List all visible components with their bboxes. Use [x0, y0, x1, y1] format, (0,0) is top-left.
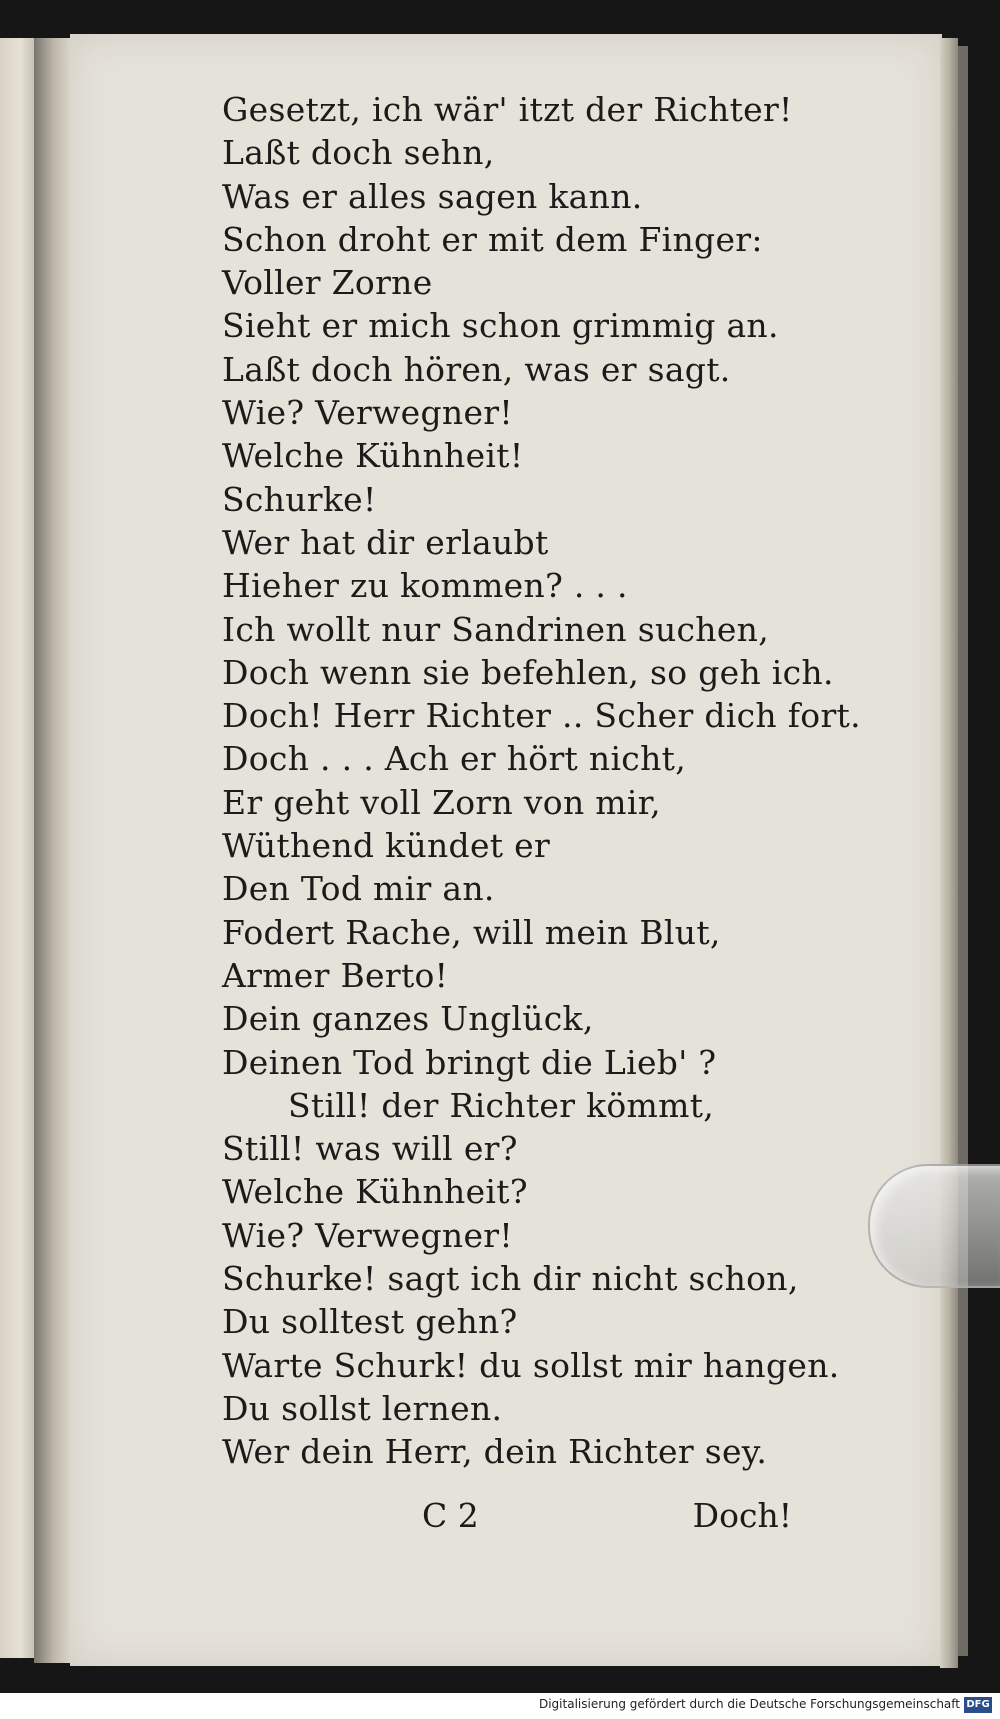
- text-line: Ich wollt nur Sandrinen suchen,: [222, 609, 770, 649]
- text-line: Wüthend kündet er: [222, 826, 551, 866]
- text-line: Was er alles sagen kann.: [222, 176, 643, 216]
- text-line: Gesetzt, ich wär' itzt der Richter!: [222, 90, 793, 129]
- text-line: Fodert Rache, will mein Blut,: [222, 912, 721, 952]
- text-line: Er geht voll Zorn von mir,: [222, 782, 661, 822]
- text-line: Armer Berto!: [222, 955, 449, 995]
- text-line: Dein ganzes Unglück,: [222, 999, 594, 1039]
- text-line: Welche Kühnheit!: [222, 436, 524, 476]
- page-footer: [222, 1496, 792, 1544]
- text-line: Doch . . . Ach er hört nicht,: [222, 739, 686, 779]
- text-line: Wer hat dir erlaubt: [222, 522, 549, 562]
- page-edge: [940, 38, 958, 1668]
- text-line: Still! was will er?: [222, 1129, 518, 1169]
- text-line: Hieher zu kommen? . . .: [222, 566, 628, 606]
- text-line: Laßt doch sehn,: [222, 133, 495, 173]
- text-line: Wer dein Herr, dein Richter sey.: [222, 1432, 768, 1472]
- credit-text: Digitalisierung gefördert durch die Deutsche Forschungsgemeinschaft: [538, 1697, 960, 1711]
- page-edge-outer: [958, 46, 968, 1656]
- page-text: [222, 88, 872, 1474]
- text-line: Sieht er mich schon grimmig an.: [222, 306, 779, 346]
- text-line: Welche Kühnheit?: [222, 1172, 528, 1212]
- text-line: Du sollst lernen.: [222, 1388, 503, 1428]
- text-line: Den Tod mir an.: [222, 869, 495, 909]
- text-line: Doch wenn sie befehlen, so geh ich.: [222, 652, 834, 692]
- dfg-logo[interactable]: DFG: [964, 1697, 992, 1713]
- text-line: Warte Schurk! du sollst mir hangen.: [222, 1345, 840, 1385]
- text-line: Schurke! sagt ich dir nicht schon,: [222, 1259, 799, 1299]
- text-line: Deinen Tod bringt die Lieb' ?: [222, 1042, 717, 1082]
- text-line: Laßt doch hören, was er sagt.: [222, 349, 731, 389]
- text-line: Wie? Verwegner!: [222, 1215, 513, 1255]
- text-line: Schurke!: [222, 479, 377, 519]
- text-line: Wie? Verwegner!: [222, 393, 513, 433]
- book-gutter: [34, 38, 70, 1663]
- left-page-edge: [0, 38, 34, 1658]
- signature-mark: C 2: [422, 1496, 479, 1535]
- text-line: Doch! Herr Richter .. Scher dich fort.: [222, 696, 861, 736]
- text-line: Schon droht er mit dem Finger:: [222, 219, 763, 259]
- text-line: Du solltest gehn?: [222, 1302, 518, 1342]
- page-clip: [868, 1164, 1000, 1288]
- text-line: Voller Zorne: [222, 263, 433, 303]
- text-line-indented: Still! der Richter kömmt,: [288, 1085, 715, 1125]
- credit-bar: [0, 1693, 1000, 1719]
- catchword: Doch!: [692, 1496, 792, 1535]
